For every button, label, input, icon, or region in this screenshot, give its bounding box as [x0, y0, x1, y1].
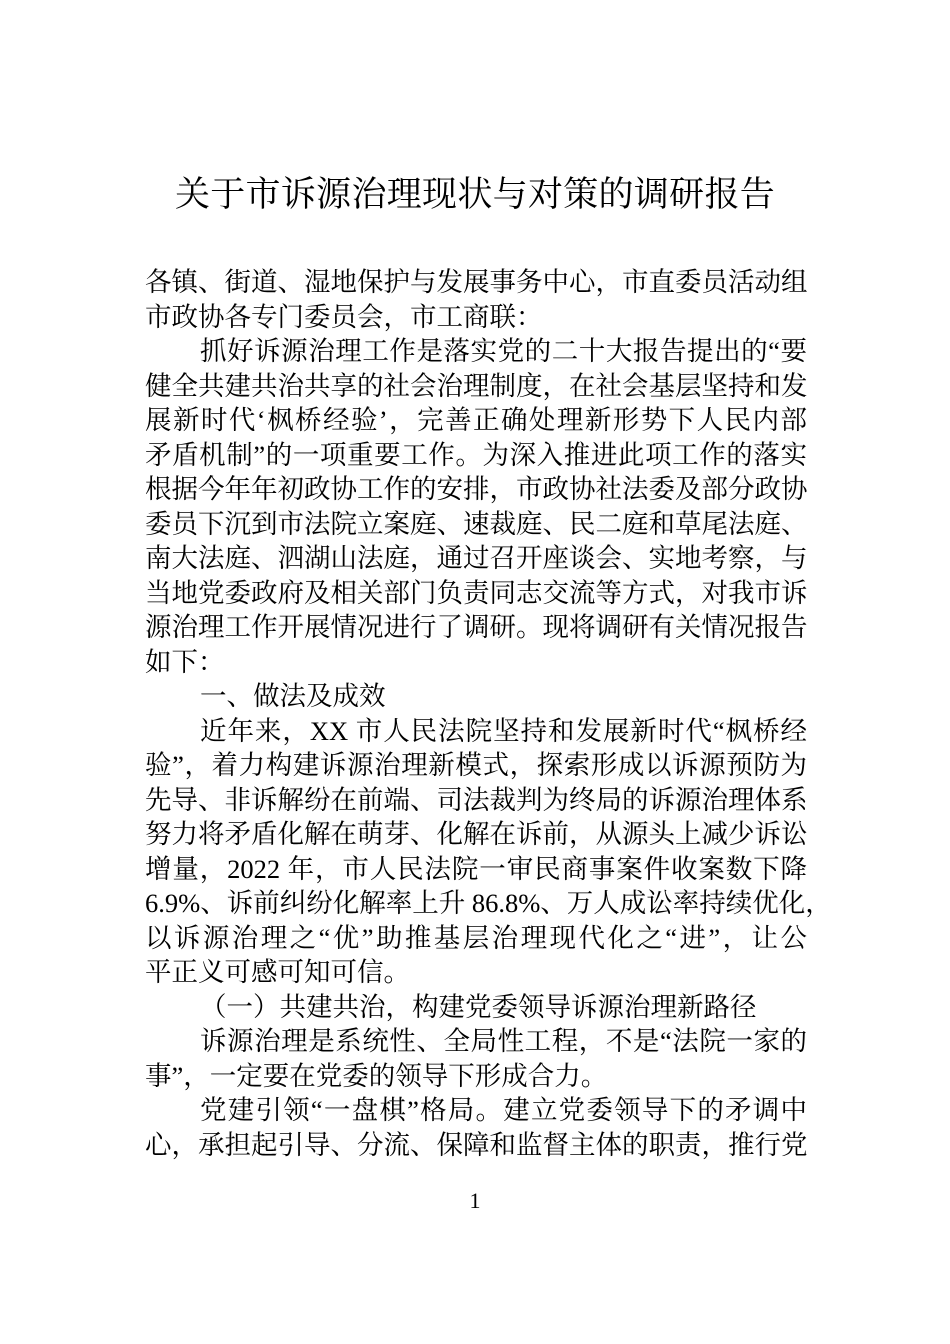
- text-line: 诉源治理是系统性、全局性工程，不是“法院一家的: [200, 1026, 807, 1056]
- paragraph: [145, 1024, 807, 1093]
- text-line: 源治理工作开展情况进行了调研。现将调研有关情况报告: [145, 612, 808, 642]
- text-line: 6.9%、诉前纠纷化解率上升 86.8%、万人成讼率持续优化，: [145, 888, 832, 918]
- text-line: 根据今年年初政协工作的安排，市政协社法委及部分政协: [145, 474, 808, 504]
- text-line: 健全共建共治共享的社会治理制度，在社会基层坚持和发: [145, 370, 808, 401]
- text-line: 展新时代‘枫桥经验’，完善正确处理新形势下人民内部: [145, 405, 807, 435]
- document-title: 关于市诉源治理现状与对策的调研报告: [174, 175, 776, 214]
- document-body: [145, 265, 832, 1162]
- text-line: 平正义可感可知可信。: [145, 957, 410, 987]
- paragraph: [145, 679, 807, 714]
- text-line: 心，承担起引导、分流、保障和监督主体的职责，推行党: [145, 1129, 808, 1160]
- paragraph: [145, 714, 832, 990]
- text-line: 先导、非诉解纷在前端、司法裁判为终局的诉源治理体系: [145, 784, 808, 815]
- paragraph: [145, 265, 807, 334]
- text-line: 矛盾机制”的一项重要工作。为深入推进此项工作的落实: [145, 439, 807, 470]
- text-line: 南大法庭、泗湖山法庭，通过召开座谈会、实地考察，与: [145, 543, 808, 573]
- paragraph: [145, 334, 807, 679]
- paragraph: [145, 990, 807, 1025]
- text-line: 近年来，XX 市人民法院坚持和发展新时代“枫桥经: [200, 715, 807, 746]
- text-line: 一、做法及成效: [200, 681, 386, 711]
- text-line: （一）共建共治，构建党委领导诉源治理新路径: [200, 991, 757, 1022]
- text-line: 如下：: [145, 646, 225, 677]
- text-line: 事”，一定要在党委的领导下形成合力。: [145, 1060, 608, 1091]
- text-line: 增量，2022 年，市人民法院一审民商事案件收案数下降: [145, 853, 807, 884]
- text-line: 抓好诉源治理工作是落实党的二十大报告提出的“要: [200, 336, 807, 366]
- text-line: 市政协各专门委员会，市工商联：: [145, 301, 543, 332]
- paragraph: [145, 1093, 807, 1162]
- text-line: 努力将矛盾化解在萌芽、化解在诉前，从源头上减少诉讼: [145, 819, 808, 849]
- text-line: 党建引领“一盘棋”格局。建立党委领导下的矛调中: [200, 1095, 807, 1125]
- text-line: 以诉源治理之“优”助推基层治理现代化之“进”，让公: [145, 922, 807, 953]
- text-line: 委员下沉到市法院立案庭、速裁庭、民二庭和草尾法庭、: [145, 508, 808, 539]
- text-line: 当地党委政府及相关部门负责同志交流等方式，对我市诉: [145, 577, 808, 608]
- text-line: 验”，着力构建诉源治理新模式，探索形成以诉源预防为: [145, 750, 807, 780]
- text-line: 各镇、街道、湿地保护与发展事务中心，市直委员活动组: [145, 267, 808, 297]
- page-number: 1: [469, 1188, 481, 1213]
